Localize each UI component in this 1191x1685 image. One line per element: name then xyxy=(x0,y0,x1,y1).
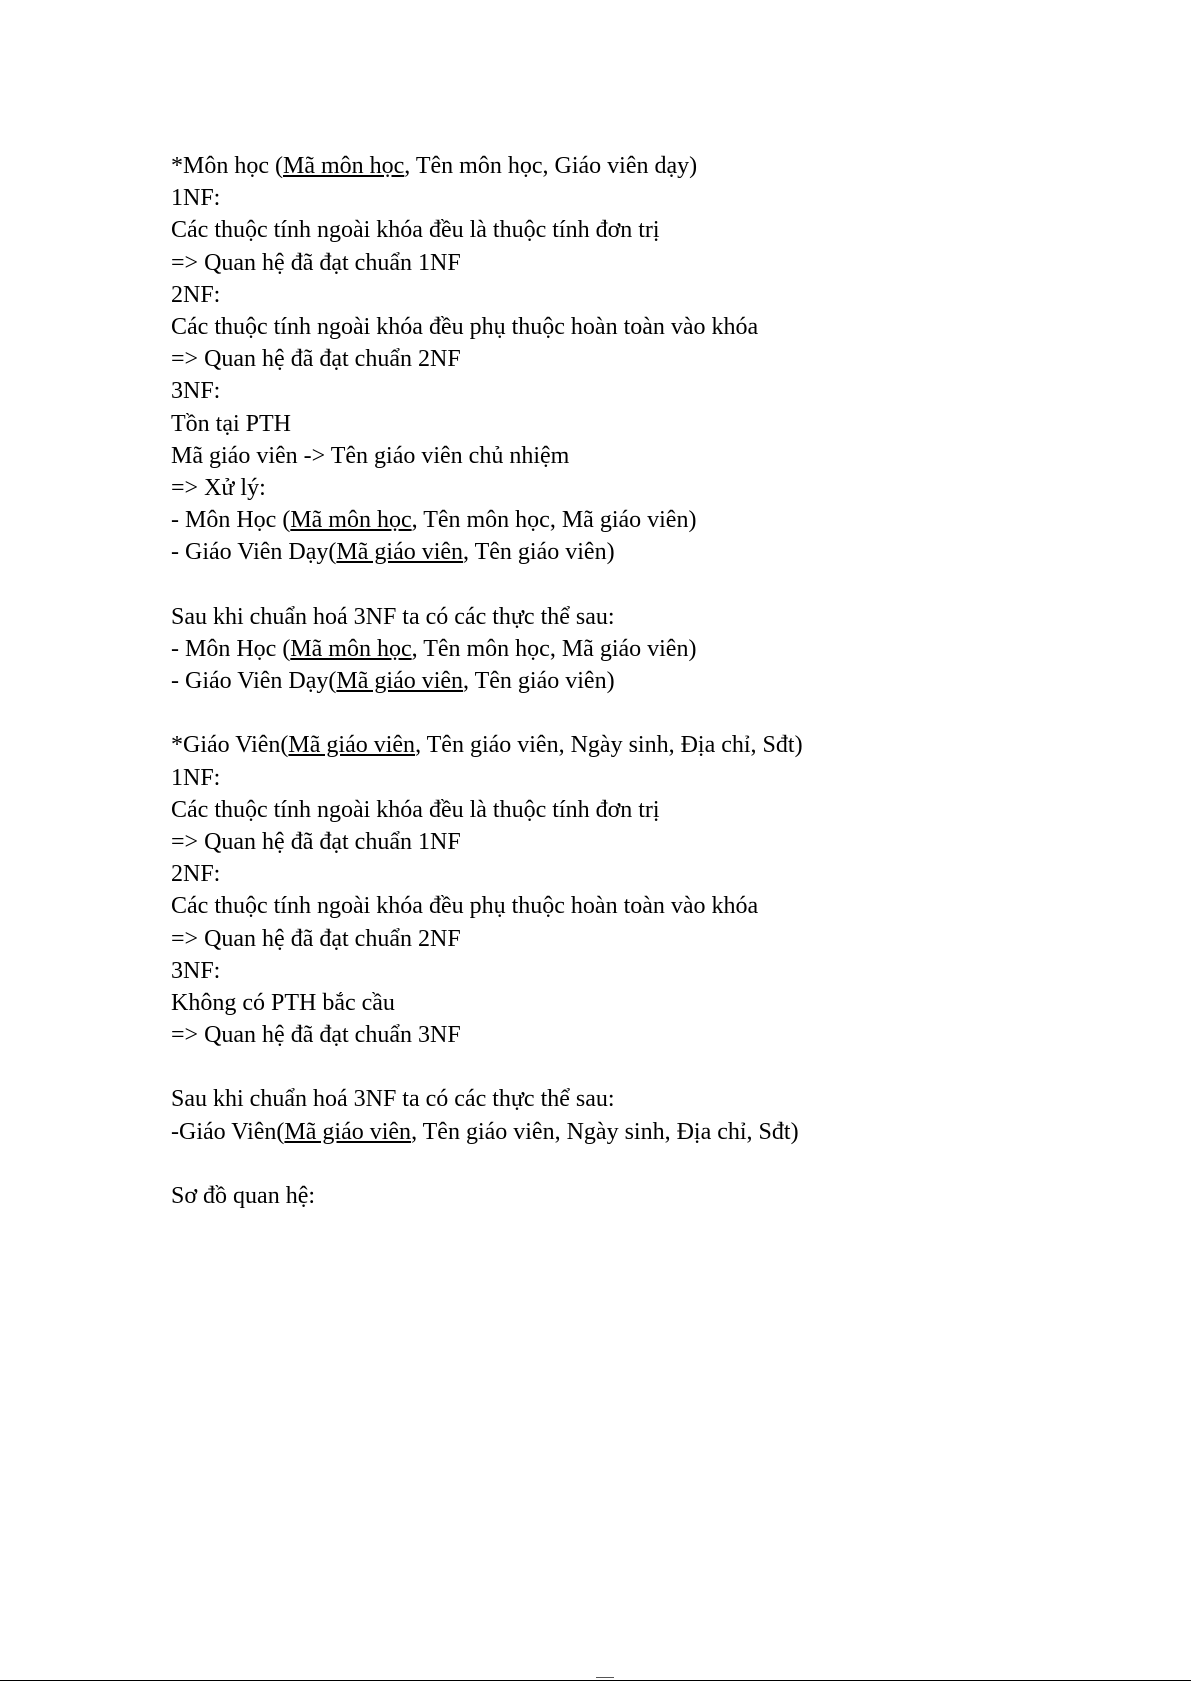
text-line xyxy=(171,279,1071,311)
text-line xyxy=(171,1116,1071,1148)
primary-key-text: Mã môn học xyxy=(290,507,412,534)
text-line xyxy=(171,955,1071,987)
line-text: Mã giáo viên -> Tên giáo viên chủ nhiệm xyxy=(171,442,570,469)
blank-line xyxy=(171,697,1071,729)
text-line xyxy=(171,1083,1071,1115)
line-text: 1NF: xyxy=(171,764,221,791)
page-bottom-mark xyxy=(596,1677,614,1681)
text-line xyxy=(171,762,1071,794)
line-text: => Quan hệ đã đạt chuẩn 1NF xyxy=(171,828,461,855)
text-line xyxy=(171,440,1071,472)
line-text: 2NF: xyxy=(171,281,221,308)
line-text: , Tên giáo viên) xyxy=(463,668,615,694)
line-text: , Tên môn học, Giáo viên dạy) xyxy=(404,153,698,179)
line-text: *Môn học ( xyxy=(171,153,283,179)
text-line xyxy=(171,826,1071,858)
line-text: , Tên môn học, Mã giáo viên) xyxy=(411,635,697,662)
text-line xyxy=(171,150,1071,182)
line-text: Các thuộc tính ngoài khóa đều là thuộc tính đơn trị xyxy=(171,217,660,244)
line-text: , Tên giáo viên, Ngày sinh, Địa chỉ, Sđt) xyxy=(415,732,803,759)
primary-key-text: Mã môn học xyxy=(290,635,412,662)
primary-key-text: Mã giáo viên xyxy=(336,539,464,566)
line-text: => Quan hệ đã đạt chuẩn 1NF xyxy=(171,249,461,276)
text-line xyxy=(171,375,1071,407)
text-line xyxy=(171,536,1071,568)
text-line xyxy=(171,504,1071,536)
text-line xyxy=(171,794,1071,826)
text-line xyxy=(171,343,1071,375)
text-line xyxy=(171,311,1071,343)
line-text: - Giáo Viên Dạy( xyxy=(171,539,337,566)
line-text: Không có PTH bắc cầu xyxy=(171,989,395,1016)
line-text: 2NF: xyxy=(171,861,221,888)
line-text: - Giáo Viên Dạy( xyxy=(171,668,337,694)
text-line xyxy=(171,1180,1071,1212)
line-text: , Tên giáo viên) xyxy=(463,539,615,566)
line-text: Các thuộc tính ngoài khóa đều phụ thuộc hoàn toàn vào khóa xyxy=(171,893,759,920)
line-text: Sau khi chuẩn hoá 3NF ta có các thực thể sau: xyxy=(171,1086,615,1113)
line-text: Sơ đồ quan hệ: xyxy=(171,1183,316,1209)
line-text: -Giáo Viên( xyxy=(171,1118,285,1145)
line-text: , Tên môn học, Mã giáo viên) xyxy=(411,507,697,534)
blank-line xyxy=(171,1051,1071,1083)
blank-line xyxy=(171,568,1071,600)
text-line xyxy=(171,182,1071,214)
text-line xyxy=(171,214,1071,246)
blank-line xyxy=(171,1148,1071,1180)
line-text: Các thuộc tính ngoài khóa đều là thuộc tính đơn trị xyxy=(171,796,660,823)
line-text: Sau khi chuẩn hoá 3NF ta có các thực thể sau: xyxy=(171,603,615,630)
text-line xyxy=(171,987,1071,1019)
line-text: Tồn tại PTH xyxy=(171,410,291,437)
line-text: => Quan hệ đã đạt chuẩn 2NF xyxy=(171,346,461,373)
primary-key-text: Mã môn học xyxy=(282,153,405,179)
line-text: *Giáo Viên( xyxy=(171,732,289,759)
primary-key-text: Mã giáo viên xyxy=(284,1118,412,1145)
text-line xyxy=(171,472,1071,504)
line-text: 3NF: xyxy=(171,957,221,984)
text-line xyxy=(171,923,1071,955)
line-text: 3NF: xyxy=(171,378,221,405)
line-text: => Xử lý: xyxy=(171,474,266,501)
line-text: => Quan hệ đã đạt chuẩn 3NF xyxy=(171,1022,461,1049)
line-text: , Tên giáo viên, Ngày sinh, Địa chỉ, Sđt) xyxy=(411,1118,799,1145)
text-line xyxy=(171,665,1071,697)
text-line xyxy=(171,601,1071,633)
line-text: Các thuộc tính ngoài khóa đều phụ thuộc hoàn toàn vào khóa xyxy=(171,313,759,340)
text-line xyxy=(171,247,1071,279)
document-body xyxy=(171,150,1071,1212)
text-line xyxy=(171,890,1071,922)
line-text: - Môn Học ( xyxy=(171,635,291,662)
text-line xyxy=(171,408,1071,440)
line-text: - Môn Học ( xyxy=(171,507,291,534)
text-line xyxy=(171,1019,1071,1051)
primary-key-text: Mã giáo viên xyxy=(336,668,464,694)
text-line xyxy=(171,858,1071,890)
primary-key-text: Mã giáo viên xyxy=(288,732,416,759)
line-text: => Quan hệ đã đạt chuẩn 2NF xyxy=(171,925,461,952)
line-text: 1NF: xyxy=(171,185,221,212)
text-line xyxy=(171,633,1071,665)
text-line xyxy=(171,729,1071,761)
